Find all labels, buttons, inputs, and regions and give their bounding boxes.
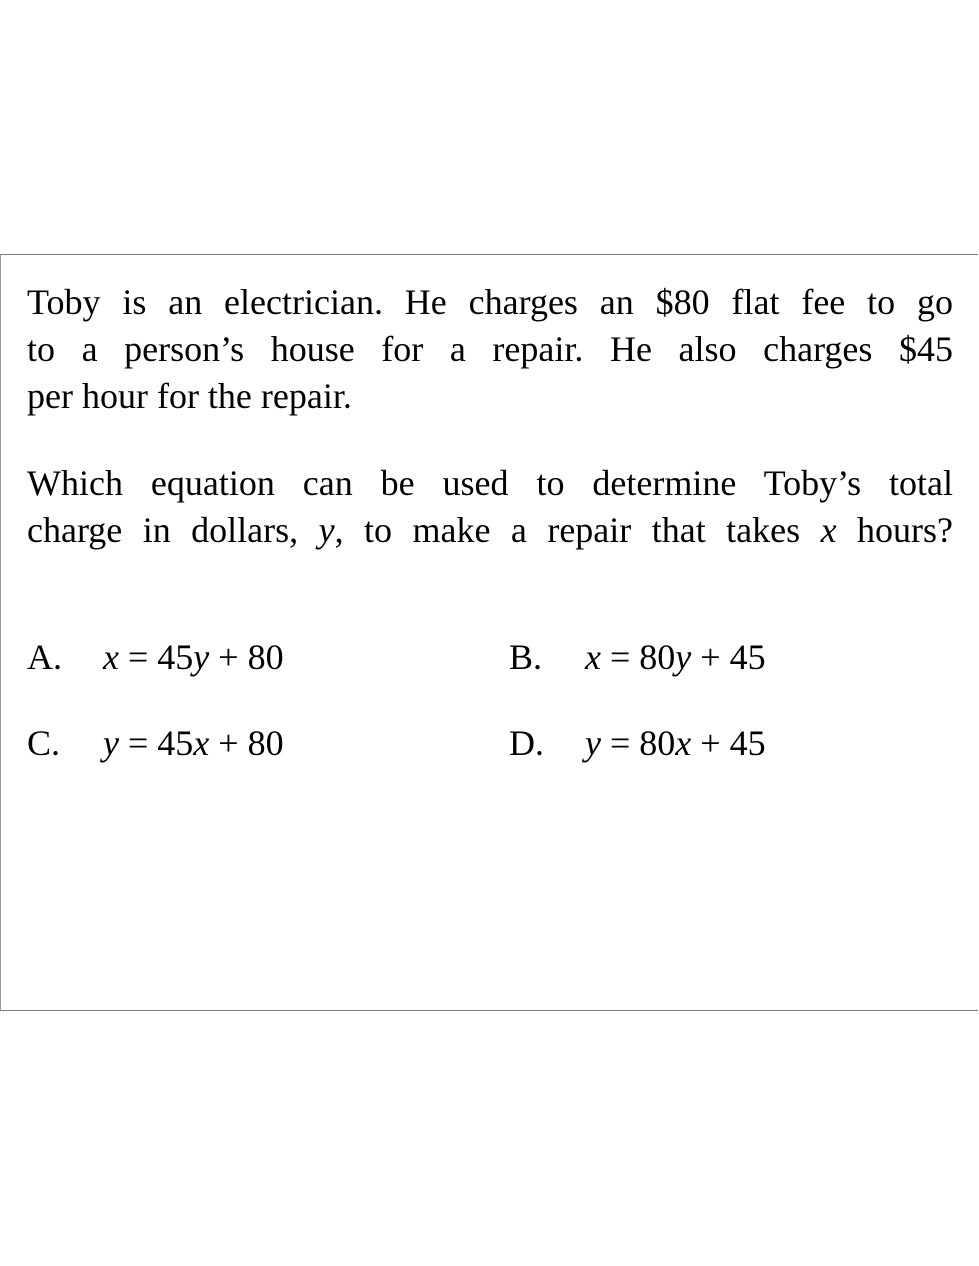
choice-d[interactable] — [509, 720, 766, 767]
variable-x: x — [820, 510, 837, 550]
stem-line: to a person’s house for a repair. He also charges $45 — [27, 329, 953, 369]
prompt-text: , to make a repair that takes — [334, 510, 821, 550]
prompt-text: hours? — [836, 510, 953, 550]
question-prompt — [27, 460, 953, 554]
stem-line: Toby is an electrician. He charges an $80 flat fee to go — [27, 282, 953, 322]
choice-a[interactable] — [27, 634, 284, 681]
choice-equation: x = 45y + 80 — [103, 637, 284, 677]
prompt-line: Which equation can be used to determine Toby’s total — [27, 463, 953, 503]
choice-equation: y = 45x + 80 — [103, 723, 284, 763]
choice-letter: A. — [27, 637, 62, 677]
question-stem — [27, 279, 953, 420]
choice-letter: C. — [27, 723, 61, 763]
choice-letter: D. — [509, 723, 544, 763]
stem-line: per hour for the repair. — [27, 376, 352, 416]
choice-letter: B. — [509, 637, 543, 677]
choice-equation: x = 80y + 45 — [585, 637, 766, 677]
prompt-line — [27, 507, 953, 554]
variable-y: y — [318, 510, 335, 550]
prompt-text: charge in dollars, — [27, 510, 319, 550]
choice-c[interactable] — [27, 720, 284, 767]
choice-equation: y = 80x + 45 — [585, 723, 766, 763]
choice-b[interactable] — [509, 634, 766, 681]
